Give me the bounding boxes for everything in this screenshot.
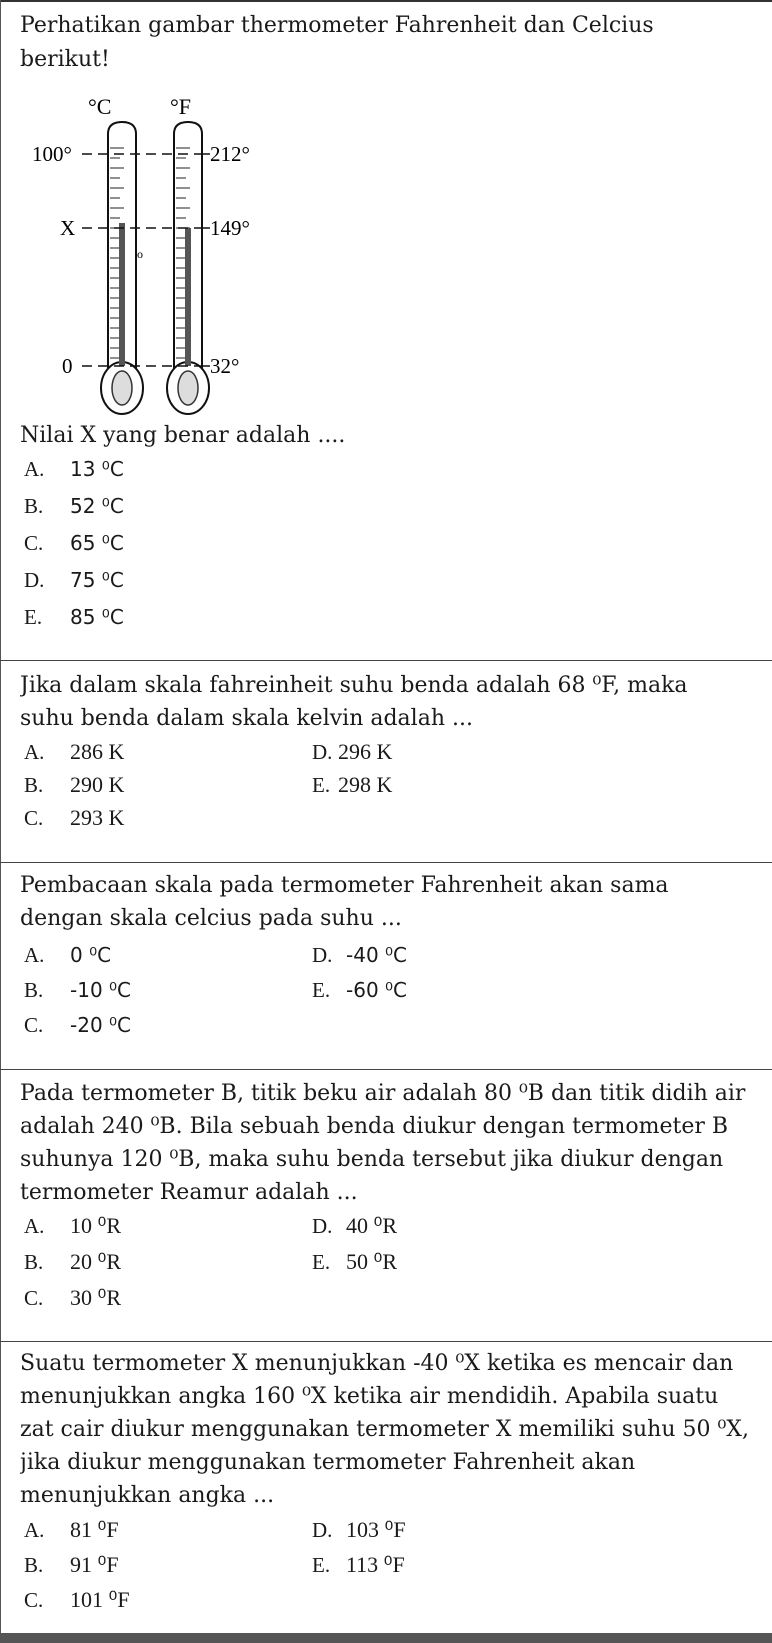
q3-text-line1: Pembacaan skala pada termometer Fahrenheit akan sama — [20, 873, 669, 898]
option-letter: D. — [24, 568, 45, 592]
option-letter: E. — [312, 978, 331, 1002]
q5-option-c[interactable] — [24, 1584, 130, 1616]
option-letter: B. — [24, 494, 44, 518]
option-value: 81 ⁰F — [70, 1517, 119, 1542]
option-letter: E. — [312, 1250, 331, 1274]
q2-option-b[interactable] — [24, 769, 124, 801]
q5-option-d[interactable] — [312, 1514, 406, 1546]
q5-text-line4: jika diukur menggunakan termometer Fahrenheit akan — [20, 1450, 636, 1475]
celsius-top-label: 100° — [32, 142, 72, 166]
option-letter: E. — [312, 773, 331, 797]
option-value: 30 ⁰R — [70, 1285, 121, 1310]
q2-option-d[interactable] — [312, 736, 392, 768]
left-border — [0, 0, 1, 1643]
q2-option-a[interactable] — [24, 736, 124, 768]
q1-option-c[interactable] — [24, 527, 124, 559]
option-letter: E. — [24, 605, 43, 629]
option-letter: B. — [24, 773, 44, 797]
option-letter: D. — [312, 1214, 333, 1238]
option-letter: C. — [24, 806, 44, 830]
option-value: 13 ⁰C — [70, 457, 124, 481]
option-value: 0 ⁰C — [70, 943, 112, 967]
q5-text-line1: Suatu termometer X menunjukkan -40 ⁰X ketika es mencair dan — [20, 1351, 734, 1376]
option-value: 293 K — [70, 805, 125, 830]
option-letter: C. — [24, 1286, 44, 1310]
q1-text-line2: berikut! — [20, 47, 110, 72]
section-divider — [0, 862, 772, 863]
option-value: 20 ⁰R — [70, 1249, 121, 1274]
thermometer-diagram — [20, 88, 320, 438]
option-letter: C. — [24, 1588, 44, 1612]
option-value: 290 K — [70, 772, 125, 797]
q3-option-c[interactable] — [24, 1009, 131, 1041]
fahrenheit-mid-label: 149° — [210, 216, 250, 240]
q3-option-d[interactable] — [312, 939, 407, 971]
option-letter: C. — [24, 1013, 44, 1037]
q5-option-e[interactable] — [312, 1549, 405, 1581]
option-value: 52 ⁰C — [70, 494, 124, 518]
fahrenheit-bottom-label: 32° — [210, 354, 240, 378]
q1-text-line1: Perhatikan gambar thermometer Fahrenheit dan Celcius — [20, 13, 654, 38]
option-value: 103 ⁰F — [346, 1517, 406, 1542]
option-letter: B. — [24, 1250, 44, 1274]
q5-option-b[interactable] — [24, 1549, 119, 1581]
q2-text-line2: suhu benda dalam skala kelvin adalah ... — [20, 706, 473, 731]
q4-option-c[interactable] — [24, 1282, 121, 1314]
q4-option-a[interactable] — [24, 1210, 121, 1242]
option-letter: A. — [24, 943, 45, 967]
celsius-thermometer — [101, 122, 143, 414]
option-letter: B. — [24, 978, 44, 1002]
option-letter: A. — [24, 740, 45, 764]
q3-text-line2: dengan skala celcius pada suhu ... — [20, 906, 402, 931]
option-value: 91 ⁰F — [70, 1552, 119, 1577]
q1-question: Nilai X yang benar adalah .... — [20, 423, 346, 448]
option-value: 101 ⁰F — [70, 1587, 130, 1612]
option-value: 40 ⁰R — [346, 1213, 397, 1238]
q1-option-e[interactable] — [24, 601, 124, 633]
q2-option-e[interactable] — [312, 769, 392, 801]
option-value: 298 K — [338, 772, 393, 797]
fahrenheit-thermometer — [167, 122, 209, 414]
option-letter: D. — [312, 943, 333, 967]
option-letter: B. — [24, 1553, 44, 1577]
option-letter: D. — [312, 1518, 333, 1542]
section-divider — [0, 1069, 772, 1070]
option-letter: A. — [24, 1214, 45, 1238]
option-value: 50 ⁰R — [346, 1249, 397, 1274]
option-value: 85 ⁰C — [70, 605, 124, 629]
q3-option-e[interactable] — [312, 974, 407, 1006]
option-value: -40 ⁰C — [346, 943, 408, 967]
option-value: 65 ⁰C — [70, 531, 124, 555]
q4-option-e[interactable] — [312, 1246, 397, 1278]
q3-option-b[interactable] — [24, 974, 131, 1006]
option-value: 286 K — [70, 739, 125, 764]
option-letter: A. — [24, 1518, 45, 1542]
unit-celsius-label: °C — [88, 94, 112, 119]
fahrenheit-top-label: 212° — [210, 142, 250, 166]
option-value: 75 ⁰C — [70, 568, 124, 592]
option-letter: E. — [312, 1553, 331, 1577]
q3-option-a[interactable] — [24, 939, 111, 971]
section-divider — [0, 660, 772, 661]
celsius-bottom-label: 0 — [62, 354, 73, 378]
degree-mark: o — [137, 247, 143, 261]
option-letter: D. — [312, 740, 333, 764]
q1-option-a[interactable] — [24, 453, 124, 485]
q4-text-line1: Pada termometer B, titik beku air adalah 80 ⁰B dan titik didih air — [20, 1081, 746, 1106]
q5-text-line3: zat cair diukur menggunakan termometer X memiliki suhu 50 ⁰X, — [20, 1417, 749, 1442]
q5-text-line5: menunjukkan angka ... — [20, 1483, 275, 1508]
option-value: -60 ⁰C — [346, 978, 408, 1002]
q5-text-line2: menunjukkan angka 160 ⁰X ketika air mendidih. Apabila suatu — [20, 1384, 719, 1409]
bottom-bar — [0, 1633, 772, 1643]
q1-option-b[interactable] — [24, 490, 124, 522]
unit-fahrenheit-label: °F — [170, 94, 192, 119]
option-value: 113 ⁰F — [346, 1552, 405, 1577]
celsius-x-label: X — [60, 216, 76, 240]
q5-option-a[interactable] — [24, 1514, 119, 1546]
q1-option-d[interactable] — [24, 564, 124, 596]
q4-option-b[interactable] — [24, 1246, 121, 1278]
option-value: -10 ⁰C — [70, 978, 132, 1002]
option-value: 296 K — [338, 739, 393, 764]
q2-option-c[interactable] — [24, 802, 124, 834]
q4-text-line3: suhunya 120 ⁰B, maka suhu benda tersebut jika diukur dengan — [20, 1147, 724, 1172]
option-letter: A. — [24, 457, 45, 481]
option-letter: C. — [24, 531, 44, 555]
option-value: 10 ⁰R — [70, 1213, 121, 1238]
option-value: -20 ⁰C — [70, 1013, 132, 1037]
q4-text-line2: adalah 240 ⁰B. Bila sebuah benda diukur dengan termometer B — [20, 1114, 729, 1139]
q4-option-d[interactable] — [312, 1210, 397, 1242]
section-divider — [0, 1341, 772, 1342]
top-border — [0, 0, 772, 8]
q4-text-line4: termometer Reamur adalah ... — [20, 1180, 358, 1205]
q2-text-line1: Jika dalam skala fahreinheit suhu benda adalah 68 ⁰F, maka — [20, 673, 688, 698]
